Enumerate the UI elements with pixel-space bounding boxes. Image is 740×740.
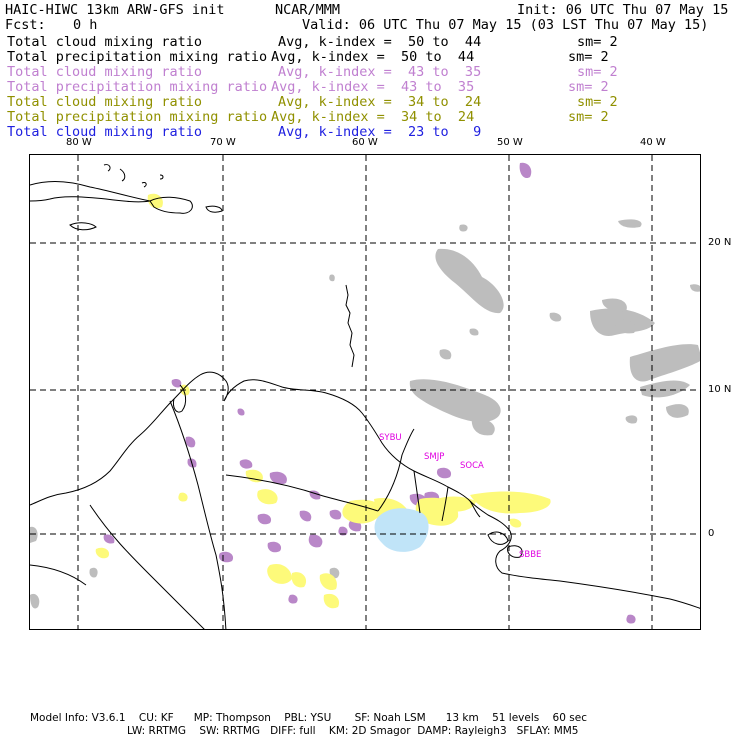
legend-row-3-smooth: sm= 2: [577, 64, 618, 80]
legend-row-7: Total cloud mixing ratio: [7, 124, 203, 140]
lat-label-10n: 10 N: [708, 384, 732, 395]
lon-label-50w: 50 W: [497, 137, 523, 148]
valid-time: Valid: 06 UTC Thu 07 May 15 (03 LST Thu 07 May 15): [302, 17, 709, 33]
init-time: Init: 06 UTC Thu 07 May 15: [517, 2, 729, 18]
legend-row-1-smooth: sm= 2: [577, 34, 618, 50]
lon-label-70w: 70 W: [210, 137, 236, 148]
legend-row-2-index: Avg, k-index = 50 to 44: [271, 49, 475, 65]
org-label: NCAR/MMM: [275, 2, 341, 18]
legend-row-4-smooth: sm= 2: [568, 79, 609, 95]
forecast-hour: 0 h: [73, 17, 98, 33]
legend-row-3-index: Avg, k-index = 43 to 35: [278, 64, 482, 80]
legend-row-7-index: Avg, k-index = 23 to 9: [278, 124, 482, 140]
lat-label-20n: 20 N: [708, 237, 732, 248]
station-label-soca: SOCA: [460, 461, 484, 471]
legend-row-4-index: Avg, k-index = 43 to 35: [271, 79, 475, 95]
lat-label-0: 0: [708, 528, 715, 539]
legend-row-5-smooth: sm= 2: [577, 94, 618, 110]
map-panel: [29, 154, 701, 630]
legend-row-6-smooth: sm= 2: [568, 109, 609, 125]
legend-row-3: Total cloud mixing ratio: [7, 64, 203, 80]
lat-lon-grid: [30, 155, 701, 630]
legend-row-1-index: Avg, k-index = 50 to 44: [278, 34, 482, 50]
map-canvas: [30, 155, 701, 630]
forecast-label: Fcst:: [5, 17, 46, 33]
legend-row-4: Total precipitation mixing ratio: [7, 79, 268, 95]
lon-label-80w: 80 W: [66, 137, 92, 148]
lon-label-40w: 40 W: [640, 137, 666, 148]
legend-row-6: Total precipitation mixing ratio: [7, 109, 268, 125]
field-name: Total cloud mixing ratio: [7, 34, 203, 50]
legend-row-5: Total cloud mixing ratio: [7, 94, 203, 110]
model-info-line-1: Model Info: V3.6.1 CU: KF MP: Thompson PBL: YSU SF: Noah LSM 13 km 51 levels 60 sec: [30, 712, 587, 724]
legend-row-2: Total precipitation mixing ratio: [7, 49, 268, 65]
legend-row-5-index: Avg, k-index = 34 to 24: [278, 94, 482, 110]
legend-row-6-index: Avg, k-index = 34 to 24: [271, 109, 475, 125]
plot-title: HAIC-HIWC 13km ARW-GFS init: [5, 2, 225, 18]
lon-label-60w: 60 W: [352, 137, 378, 148]
station-label-smjp: SMJP: [424, 452, 445, 462]
station-label-sybu: SYBU: [379, 433, 402, 443]
cloud-region-lightblue: [375, 508, 429, 552]
station-label-sbbe: SBBE: [519, 550, 542, 560]
model-info-line-2: LW: RRTMG SW: RRTMG DIFF: full KM: 2D Smagor DAMP: Rayleigh3 SFLAY: MM5: [127, 725, 579, 737]
legend-row-2-smooth: sm= 2: [568, 49, 609, 65]
legend-row-1: [7, 35, 202, 50]
